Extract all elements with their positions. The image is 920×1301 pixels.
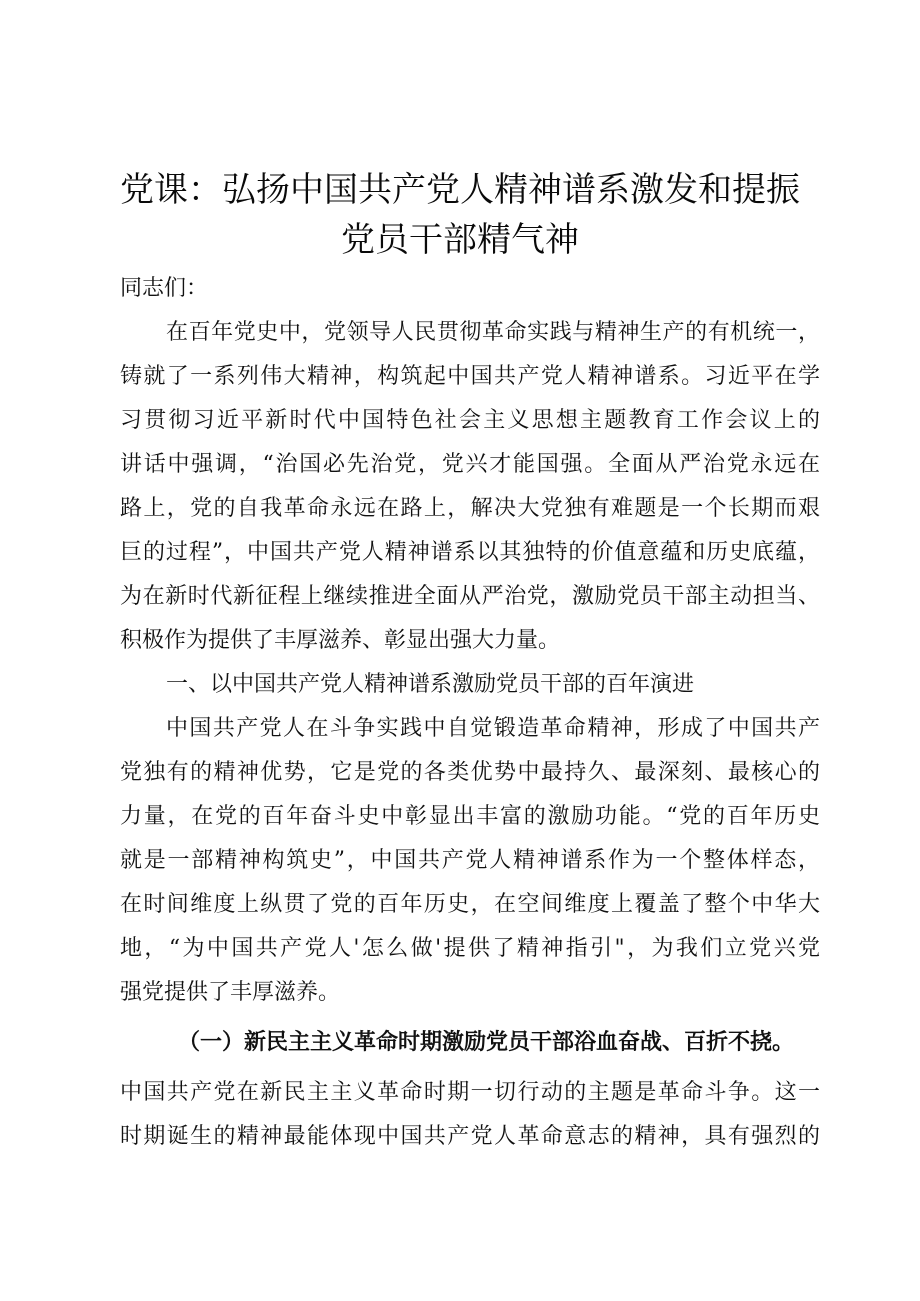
intro-line-6: 巨的过程”，中国共产党人精神谱系以其独特的价值意蕴和历史底蕴， — [120, 540, 820, 565]
subsection-heading-1: （一）新民主主义革命时期激励党员干部浴血奋战、百折不挠。 — [178, 1029, 795, 1055]
section1-line-6: 地，“为中国共产党人'怎么做'提供了精神指引"，为我们立党兴党 — [120, 936, 820, 961]
section1-line-4: 就是一部精神构筑史”，中国共产党人精神谱系作为一个整体样态， — [120, 848, 820, 873]
section1-line-3: 力量，在党的百年奋斗史中彰显出丰富的激励功能。“党的百年历史 — [120, 804, 820, 829]
section1-line-5: 在时间维度上纵贯了党的百年历史，在空间维度上覆盖了整个中华大 — [120, 892, 820, 917]
intro-line-5: 路上，党的自我革命永远在路上，解决大党独有难题是一个长期而艰 — [120, 496, 820, 521]
document-title-line-1: 党课：弘扬中国共产党人精神谱系激发和提振 — [120, 170, 800, 210]
intro-line-7: 为在新时代新征程上继续推进全面从严治党，激励党员干部主动担当、 — [120, 584, 820, 609]
intro-line-1: 在百年党史中，党领导人民贯彻革命实践与精神生产的有机统一， — [166, 320, 820, 345]
section1-line-1: 中国共产党人在斗争实践中自觉锻造革命精神，形成了中国共产 — [166, 716, 820, 741]
section-heading-1: 一、以中国共产党人精神谱系激励党员干部的百年演进 — [166, 672, 695, 697]
intro-line-3: 习贯彻习近平新时代中国特色社会主义思想主题教育工作会议上的 — [120, 408, 820, 433]
salutation: 同志们： — [120, 276, 209, 301]
document-title-line-2: 党员干部精气神 — [341, 220, 579, 260]
section2-line-2: 时期诞生的精神最能体现中国共产党人革命意志的精神，具有强烈的 — [120, 1124, 820, 1149]
section2-line-1: 中国共产党在新民主主义革命时期一切行动的主题是革命斗争。这一 — [120, 1080, 820, 1105]
intro-line-8: 积极作为提供了丰厚滋养、彰显出强大力量。 — [120, 628, 561, 653]
section1-line-7: 强党提供了丰厚滋养。 — [120, 980, 341, 1005]
intro-line-2: 铸就了一系列伟大精神，构筑起中国共产党人精神谱系。习近平在学 — [120, 364, 820, 389]
section1-line-2: 党独有的精神优势，它是党的各类优势中最持久、最深刻、最核心的 — [120, 760, 820, 785]
intro-line-4: 讲话中强调，“治国必先治党，党兴才能国强。全面从严治党永远在 — [120, 452, 820, 477]
